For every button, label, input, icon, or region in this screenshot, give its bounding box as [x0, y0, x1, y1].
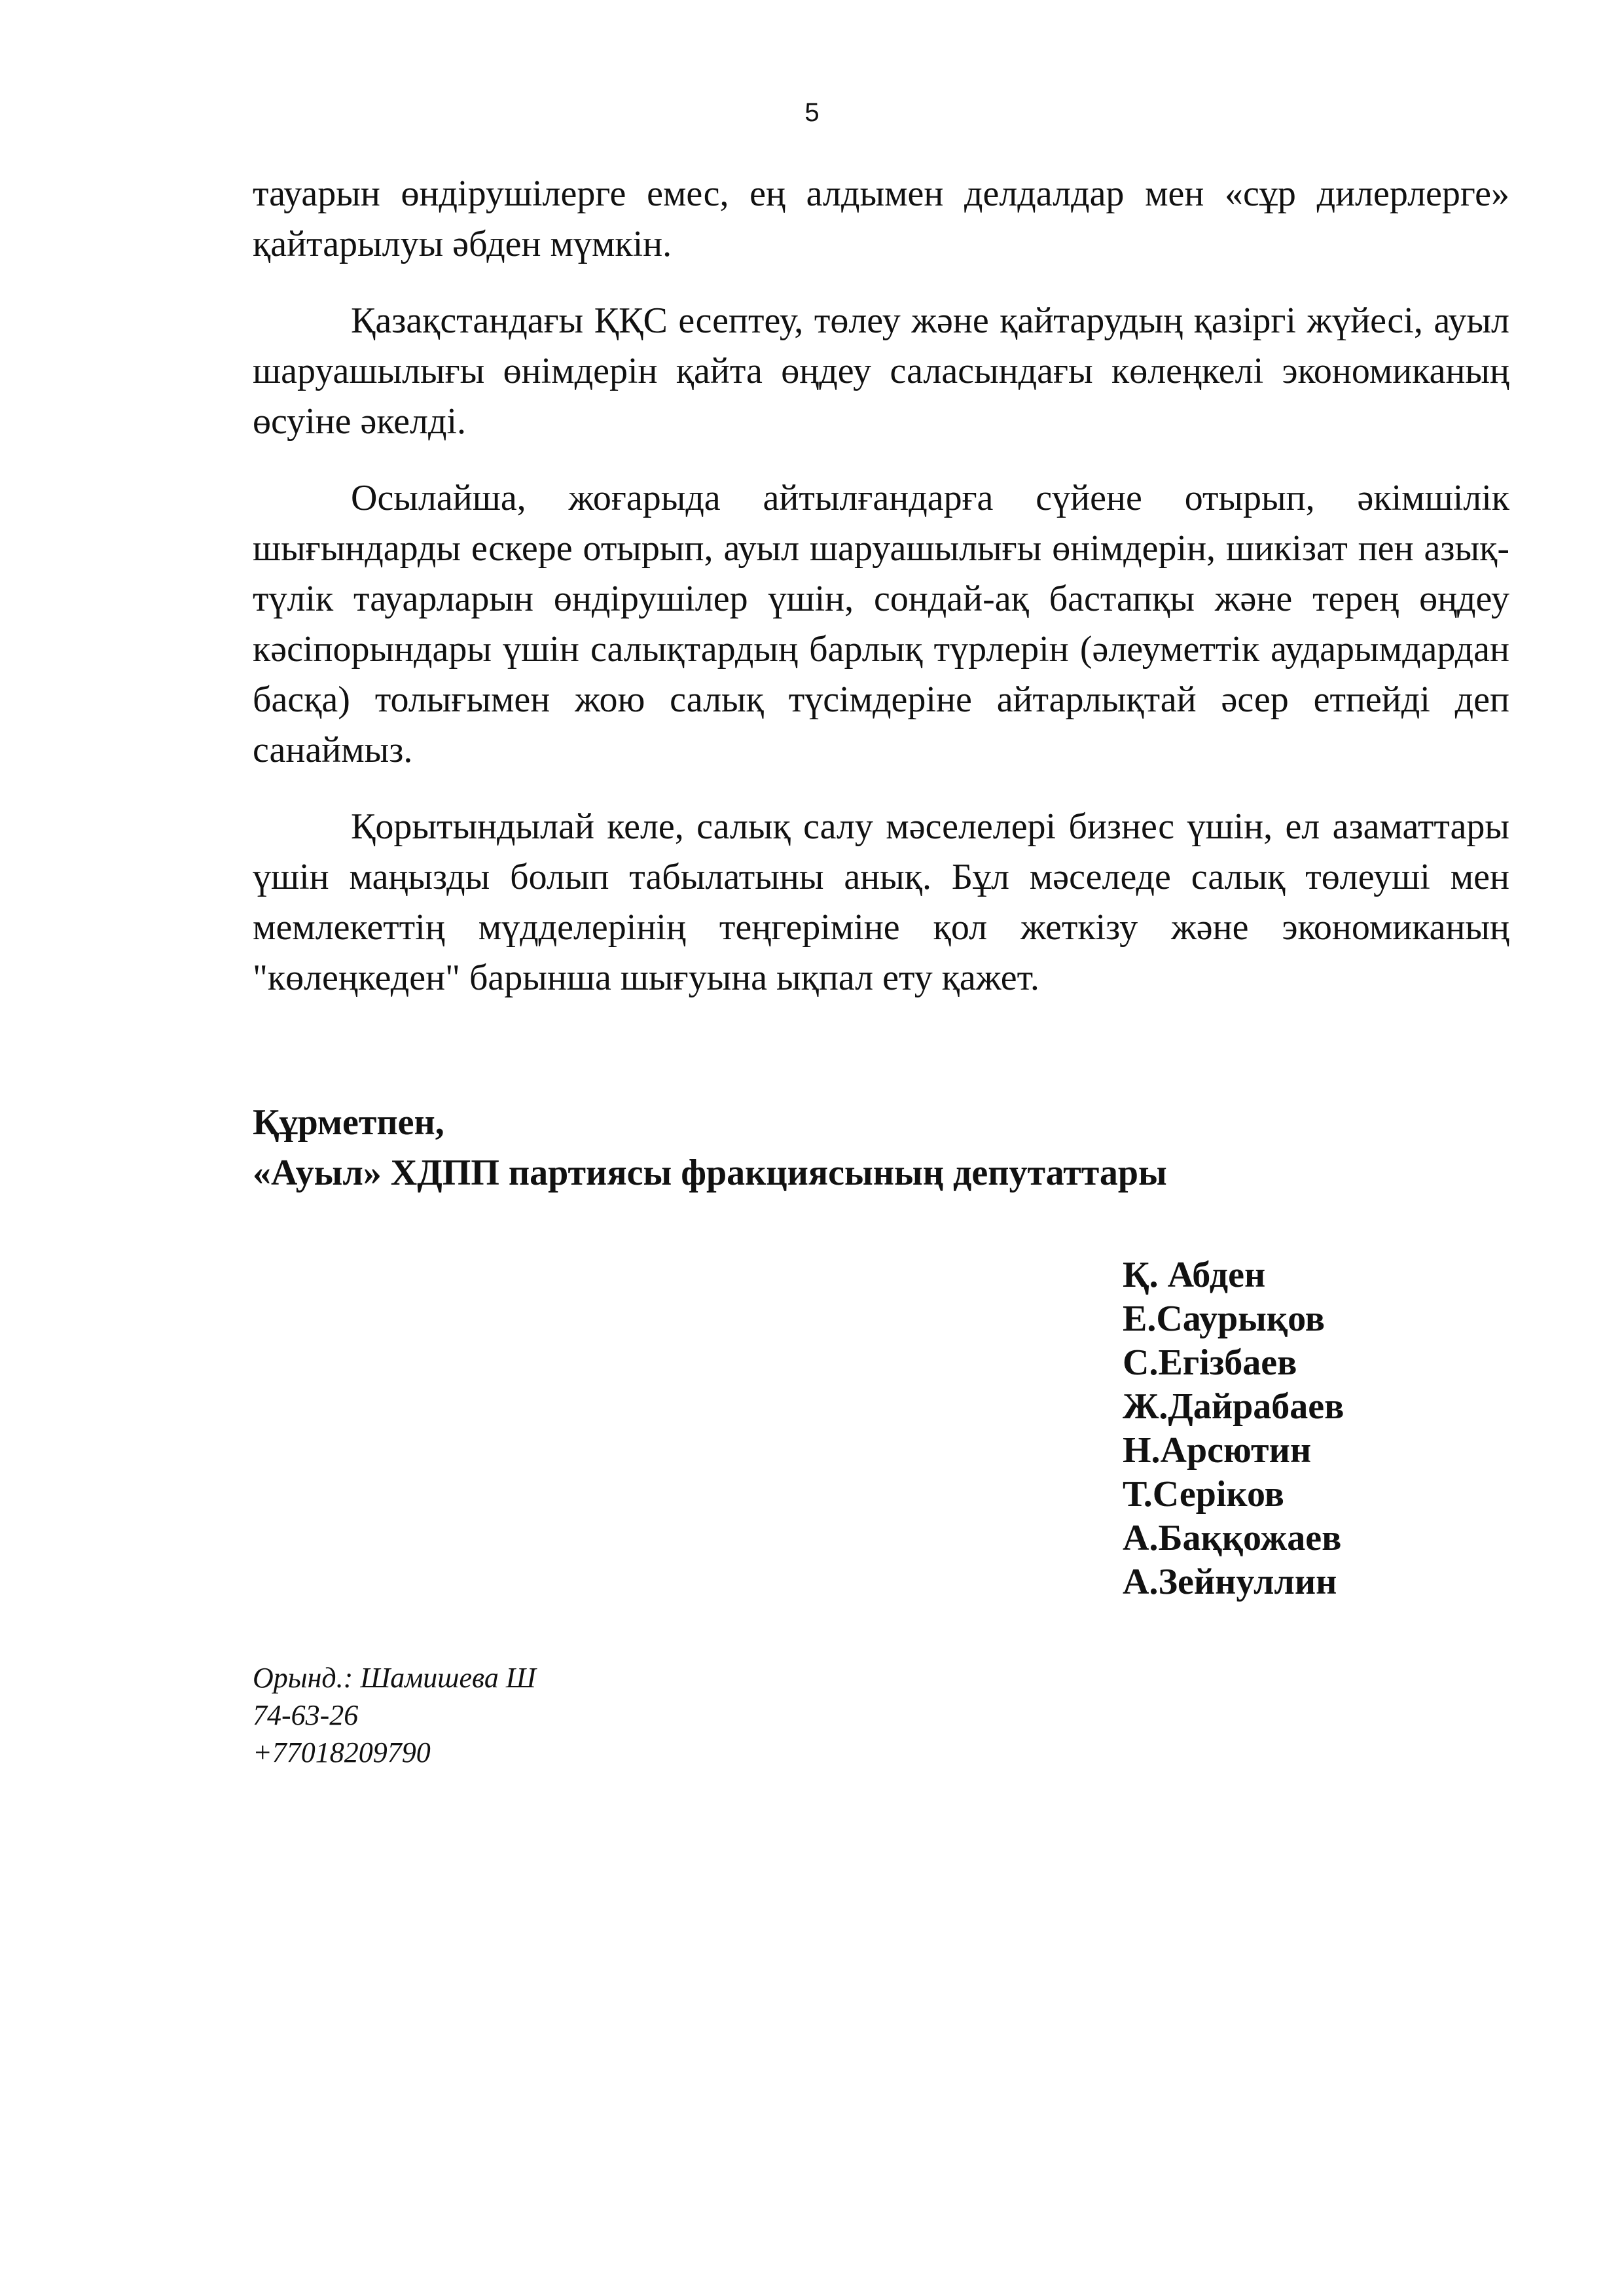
signatory: Е.Саурықов — [1123, 1299, 1325, 1339]
signatory: Қ. Абден — [1123, 1255, 1266, 1295]
paragraph-tax-proposal: Осылайша, жоғарыда айтылғандарға сүйене отырып, әкімшілік шығындарды ескере отырып, ауыл шаруашылығы өнімдерін, шикізат пен азық-түлік тауарларын өндірушілер үшін, сондай-ақ бастапқы және терең өңдеу кәсіпорындары үшін салықтардың барлық түрлерін (әлеуметтік аударымдардан басқа) толығымен жою салық түсімдеріне айтарлықтай әсер етпейді деп санаймыз. — [253, 478, 1509, 770]
letter-body — [253, 169, 1509, 1030]
closing-salutation: Құрметпен, — [253, 1102, 444, 1143]
signatories-list — [1123, 1253, 1581, 1604]
signatory: Ж.Дайрабаев — [1123, 1386, 1344, 1427]
page-number: 5 — [804, 98, 820, 127]
paragraph-continuation: тауарын өндірушілерге емес, ең алдымен делдалдар мен «сұр дилерлерге» қайтарылуы әбден мүмкін. — [253, 173, 1509, 264]
signatory: С.Егізбаев — [1123, 1342, 1297, 1383]
executor-name: Орынд.: Шамишева Ш — [253, 1662, 536, 1694]
signatory: Т.Серіков — [1123, 1474, 1284, 1515]
mobile-phone: +77018209790 — [253, 1736, 431, 1768]
closing-faction: «Ауыл» ХДПП партиясы фракциясының депутаттары — [253, 1153, 1167, 1193]
paragraph-vat-system: Қазақстандағы ҚҚС есептеу, төлеу және қайтарудың қазіргі жүйесі, ауыл шаруашылығы өнімдерін қайта өңдеу саласындағы көлеңкелі экономиканың өсуіне әкелді. — [253, 300, 1509, 442]
signatory: А.Зейнуллин — [1123, 1562, 1337, 1602]
contact-block — [253, 1659, 842, 1771]
closing-block — [253, 1098, 1509, 1198]
signatory: Н.Арсютин — [1123, 1430, 1312, 1471]
office-phone: 74-63-26 — [253, 1699, 359, 1731]
paragraph-conclusion: Қорытындылай келе, салық салу мәселелері бизнес үшін, ел азаматтары үшін маңызды болып табылатыны анық. Бұл мәселеде салық төлеуші мен мемлекеттің мүдделерінің теңгеріміне қол жеткізу және экономиканың "көлеңкеден" барынша шығуына ықпал ету қажет. — [253, 806, 1509, 998]
signatory: А.Баққожаев — [1123, 1518, 1342, 1558]
